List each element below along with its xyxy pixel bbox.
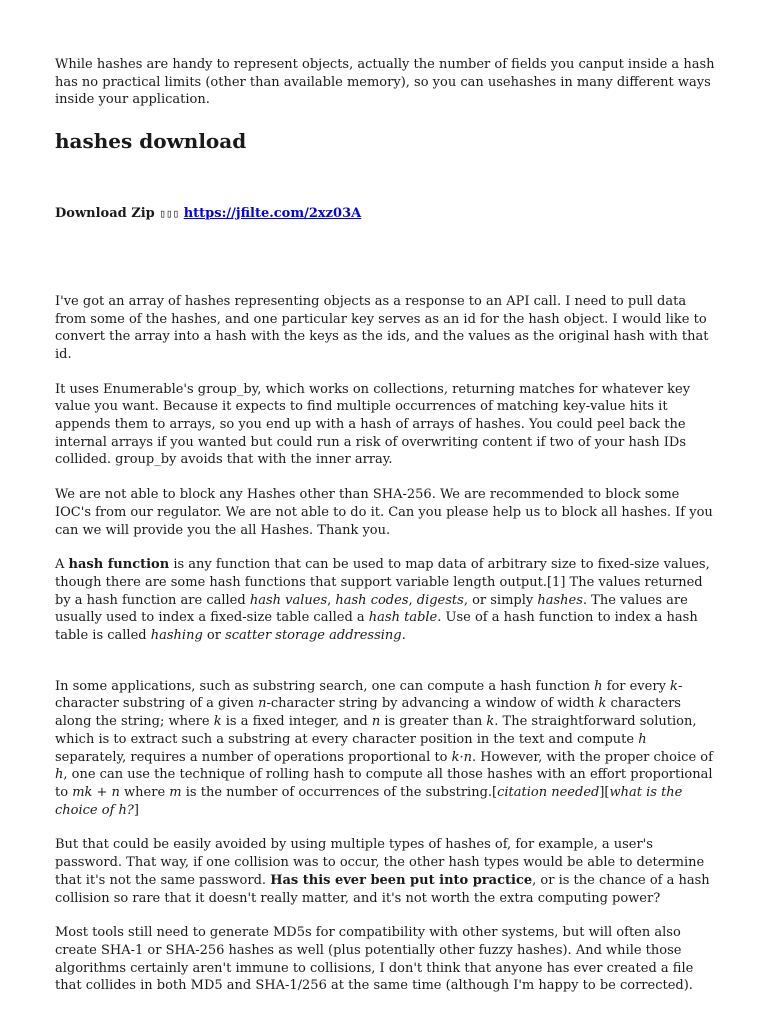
paragraph-array-of-hashes: I've got an array of hashes representing objects as a response to an API call. I need to pull data from some of the hashes, and one particular key serves as an id for the hash object. I would like to convert the array into a hash with the keys as the ids, and the values as the original hash with that id. (55, 293, 709, 362)
download-link[interactable]: https://jfilte.com/2xz03A (183, 206, 362, 222)
arrow-glyphs: ▯▯▯ (159, 207, 180, 221)
term-hash-function: hash function (68, 557, 170, 573)
page-title: hashes download (55, 129, 247, 154)
download-label: Download Zip (55, 206, 155, 222)
paragraph-md5-compat: Most tools still need to generate MD5s for compatibility with other systems, but will often also create SHA-1 or SHA-256 hashes as well (plus potentially other fuzzy hashes). And while those algorithms certainly aren't immune to collisions, I don't think that anyone has ever created a file that collides in both MD5 and SHA-1/256 at the same time (although I'm happy to be corrected). (55, 925, 694, 994)
intro-paragraph: While hashes are handy to represent objects, actually the number of fields you canput inside a hash has no practical limits (other than available memory), so you can usehashes in many different ways inside your application. (55, 57, 715, 108)
paragraph-multiple-hash-types: But that could be easily avoided by using multiple types of hashes of, for example, a user's password. That way, if one collision was to occur, the other hash types would be able to determine that it's not the same password. Has this ever been put into practice, or is the chance of a hash collision so rare that it doesn't really matter, and it's not worth the extra computing power? (55, 837, 710, 906)
paragraph-substring-search: In some applications, such as substring search, one can compute a hash function h for every k-character substring of a given n-character string by advancing a window of width k characters along the string; where k is a fixed integer, and n is greater than k. The straightforward solution, which is to extract such a substring at every character position in the text and compute h separately, requires a number of operations proportional to k·n. However, with the proper choice of h, one can use the technique of rolling hash to compute all those hashes with an effort proportional to mk + n where m is the number of occurrences of the substring.[citation needed][what is the choice of h?] (55, 678, 713, 818)
emphasis-question: Has this ever been put into practice (270, 872, 533, 888)
paragraph-block-hashes: We are not able to block any Hashes other than SHA-256. We are recommended to block some IOC's from our regulator. We are not able to do it. Can you please help us to block all hashes. If you can we will provide you the all Hashes. Thank you. (55, 487, 713, 538)
document-body (55, 56, 717, 1012)
paragraph-hash-function: A hash function is any function that can be used to map data of arbitrary size to fixed-size values, though there are some hash functions that support variable length output.[1] The values returned by a hash function are called hash values, hash codes, digests, or simply hashes. The values are usually used to index a fixed-size table called a hash table. Use of a hash function to index a hash table is called hashing or scatter storage addressing. (55, 557, 710, 644)
paragraph-group-by: It uses Enumerable's group_by, which works on collections, returning matches for whatever key value you want. Because it expects to find multiple occurrences of matching key-value hits it appends them to arrays, so you end up with a hash of arrays of hashes. You could peel back the internal arrays if you wanted but could run a risk of overwriting content if two of your hash IDs collided. group_by avoids that with the inner array. (55, 381, 691, 468)
download-line (55, 205, 717, 223)
